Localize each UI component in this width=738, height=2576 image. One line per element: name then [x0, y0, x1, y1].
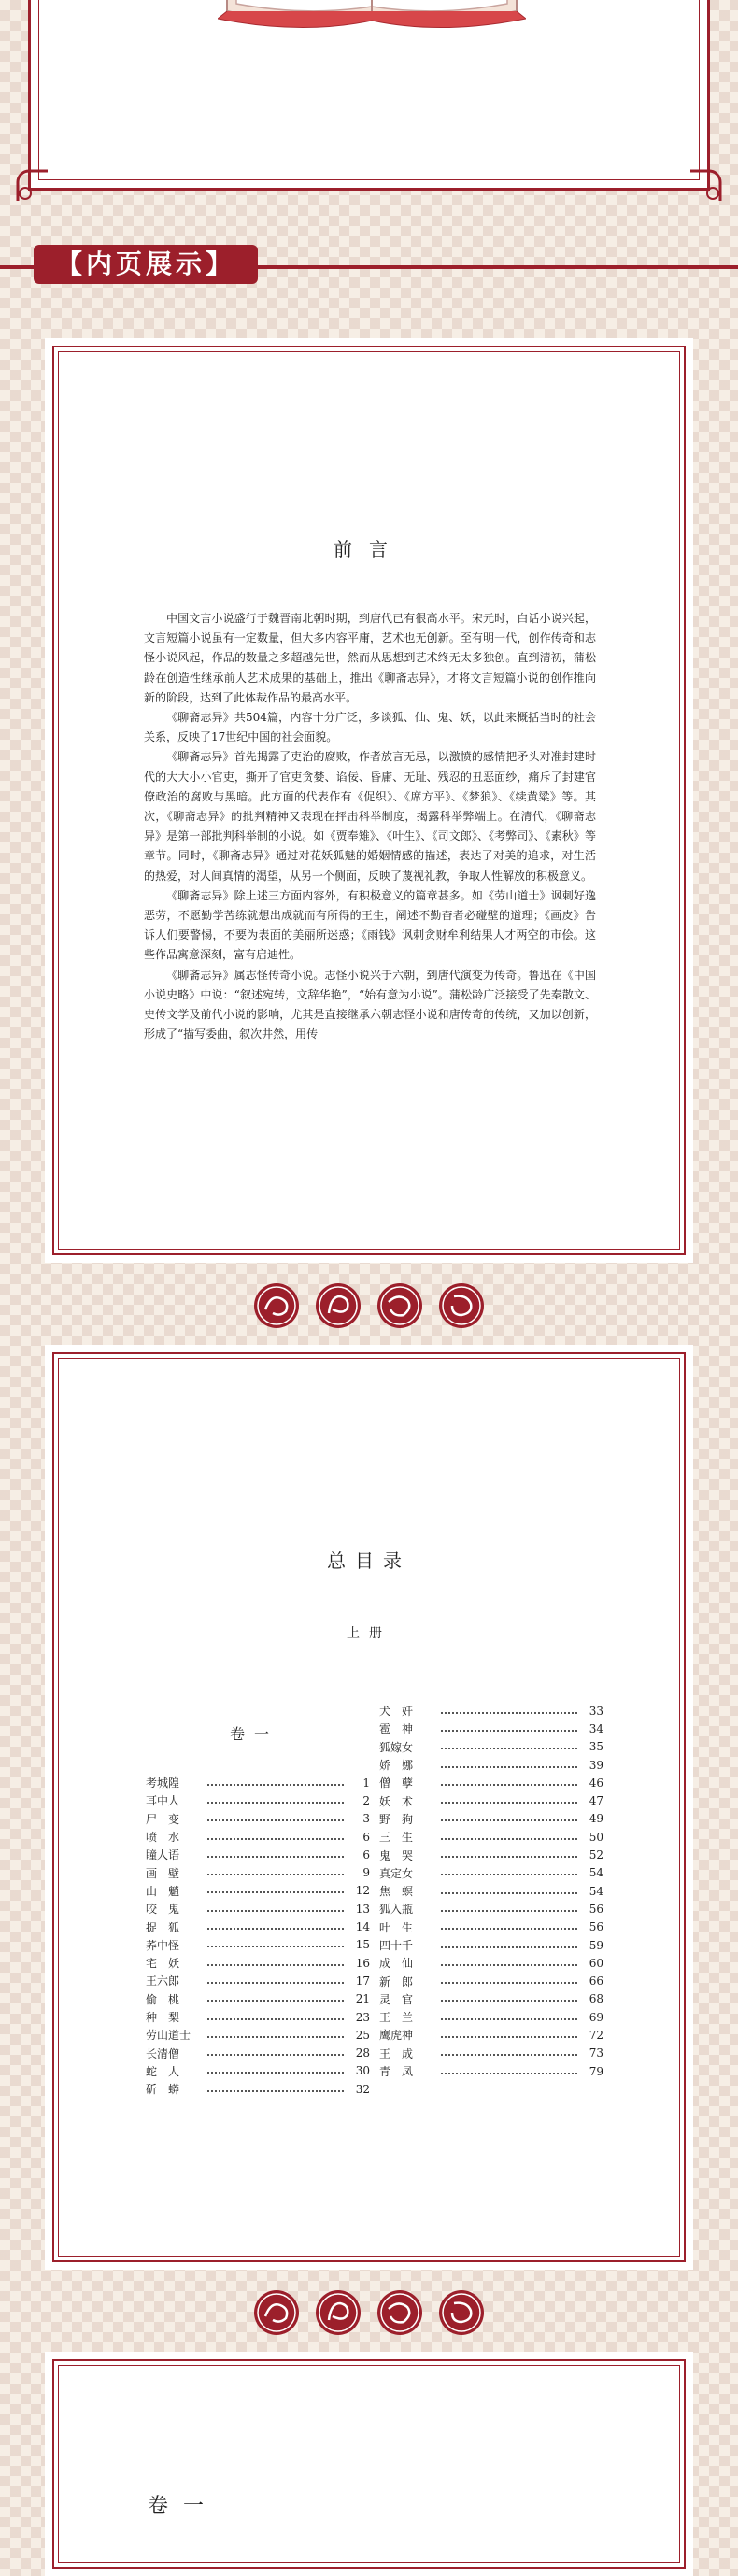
- preface-paragraph: 中国文言小说盛行于魏晋南北朝时期，到唐代已有很高水平。宋元时，白话小说兴起，文言短篇小说虽有一定数量，但大多内容平庸，艺术也无创新。至有明一代，创作传奇和志怪小说风起，作品的数量之多超越先世，然而从思想到艺术终无太多独创。直到清初，蒲松龄在创造性继承前人艺术成果的基础上，推出《聊斋志异》，才将文言短篇小说的创作推向新的阶段，达到了此体裁作品的最高水平。: [144, 612, 596, 704]
- toc-entry-title: 妖 术: [379, 1794, 414, 1808]
- toc-entry-title: 王六郎: [146, 1974, 180, 1989]
- toc-entry-title: 鹰虎神: [379, 2029, 414, 2043]
- toc-entry-page: 28: [355, 2046, 370, 2060]
- toc-entry-title: 王 兰: [379, 2011, 414, 2025]
- toc-entry-title: 咬 鬼: [146, 1903, 180, 1917]
- toc-dot-leader: [207, 2090, 344, 2092]
- toc-entry-page: 23: [355, 2010, 370, 2024]
- toc-entry: [146, 1900, 370, 1918]
- toc-entry-title: 王 成: [379, 2046, 414, 2060]
- top-frame: [28, 0, 710, 191]
- toc-entry-title: 野 狗: [379, 1812, 414, 1826]
- zodiac-seal-icon: [437, 2288, 486, 2337]
- toc-entry-title: 劳山道士: [146, 2029, 192, 2043]
- toc-dot-leader: [441, 1874, 577, 1875]
- zodiac-seal-icon: [314, 1281, 362, 1330]
- toc-dot-leader: [441, 1802, 577, 1804]
- toc-entry-page: 16: [355, 1956, 370, 1970]
- toc-dot-leader: [441, 1982, 577, 1984]
- toc-entry-page: 1: [362, 1776, 370, 1790]
- toc-page-card: [45, 1345, 693, 2270]
- toc-entry: [379, 1900, 603, 1918]
- toc-entry: [379, 1954, 603, 1972]
- toc-entry: [146, 1954, 370, 1972]
- toc-entry: [379, 1990, 603, 2008]
- toc-dot-leader: [441, 1838, 577, 1840]
- toc-entry-title: 鬼 哭: [379, 1848, 414, 1862]
- toc-entry: [379, 1774, 603, 1791]
- toc-dot-leader: [441, 2018, 577, 2020]
- zodiac-seal-icon: [437, 1281, 486, 1330]
- toc-entry: [379, 2062, 603, 2080]
- toc-entry-page: 50: [589, 1830, 603, 1844]
- toc-entry: [379, 1972, 603, 1989]
- toc-entry-page: 56: [589, 1920, 603, 1934]
- toc-entry-title: 犬 奸: [379, 1705, 414, 1719]
- toc-dot-leader: [207, 1982, 344, 1984]
- toc-entry: [146, 1810, 370, 1828]
- toc-entry: [379, 1882, 603, 1900]
- toc-entry-page: 34: [589, 1721, 603, 1735]
- zodiac-seal-icon: [376, 2288, 424, 2337]
- toc-entry-page: 21: [355, 1992, 370, 2006]
- toc-entry: [379, 1738, 603, 1756]
- toc-entry: [379, 1864, 603, 1882]
- toc-dot-leader: [441, 1766, 577, 1768]
- open-book-icon: [218, 0, 526, 32]
- toc-entry-page: 33: [589, 1704, 603, 1718]
- preface-page-card: [45, 338, 693, 1263]
- corner-ornament-icon: [14, 167, 51, 205]
- toc-entry: [146, 2062, 370, 2080]
- toc-entry: [379, 1720, 603, 1737]
- toc-dot-leader: [207, 2072, 344, 2074]
- toc-dot-leader: [207, 1891, 344, 1893]
- toc-entry-title: 荞中怪: [146, 1938, 180, 1952]
- toc-entry-title: 耳中人: [146, 1794, 180, 1808]
- toc-entry-page: 46: [589, 1776, 603, 1790]
- toc-entry: [146, 2080, 370, 2098]
- toc-dot-leader: [207, 2018, 344, 2020]
- toc-entry: [146, 2026, 370, 2044]
- toc-entry-page: 52: [589, 1848, 603, 1862]
- toc-entry-title: 尸 变: [146, 1812, 180, 1826]
- toc-entry: [379, 1702, 603, 1720]
- toc-entry: [379, 1828, 603, 1846]
- toc-entry: [146, 1936, 370, 1954]
- preface-paragraph: 《聊斋志异》共504篇，内容十分广泛，多谈狐、仙、鬼、妖，以此来概括当时的社会关系，反映了17世纪中国的社会面貌。: [144, 711, 596, 744]
- corner-ornament-icon: [687, 167, 724, 205]
- toc-entry-page: 35: [589, 1740, 603, 1754]
- toc-entry-title: 娇 娜: [379, 1759, 414, 1773]
- toc-entry-page: 79: [589, 2064, 603, 2078]
- toc-dot-leader: [207, 2054, 344, 2056]
- preface-body: [144, 609, 596, 1044]
- toc-entry-page: 30: [355, 2064, 370, 2078]
- toc-dot-leader: [207, 2036, 344, 2038]
- toc-entry: [379, 1918, 603, 1936]
- toc-dot-leader: [207, 1802, 344, 1804]
- toc-entry-page: 49: [589, 1812, 603, 1826]
- chapter-juan-heading: 卷一: [148, 2495, 220, 2518]
- toc-entry-page: 39: [589, 1758, 603, 1772]
- toc-entry-title: 成 仙: [379, 1957, 414, 1971]
- toc-entry-page: 12: [355, 1884, 370, 1898]
- toc-entry: [146, 1990, 370, 2008]
- toc-entry-page: 15: [355, 1938, 370, 1952]
- toc-entry-title: 捉 狐: [146, 1920, 180, 1934]
- toc-entry-page: 66: [589, 1974, 603, 1989]
- toc-dot-leader: [441, 2054, 577, 2056]
- toc-entry: [379, 1756, 603, 1774]
- toc-dot-leader: [441, 1748, 577, 1749]
- toc-entry: [146, 1774, 370, 1791]
- toc-entry-title: 灵 官: [379, 1992, 414, 2006]
- toc-entry-page: 32: [355, 2082, 370, 2096]
- toc-dot-leader: [441, 1928, 577, 1930]
- toc-entry: [379, 1846, 603, 1863]
- toc-dot-leader: [441, 1819, 577, 1821]
- toc-dot-leader: [441, 1910, 577, 1912]
- toc-dot-leader: [441, 1946, 577, 1948]
- toc-entry-title: 画 壁: [146, 1866, 180, 1880]
- toc-entry-title: 瞳人语: [146, 1848, 180, 1862]
- toc-entry: [146, 1791, 370, 1809]
- toc-dot-leader: [207, 1856, 344, 1858]
- preface-paragraph: 《聊斋志异》除上述三方面内容外，有积极意义的篇章甚多。如《劳山道士》讽刺好逸恶劳，不愿勤学苦练就想出成就而有所得的王生，阐述不勤奋者必碰壁的道理；《画皮》告诉人们要警惕，不要为表面的美丽所迷惑；《雨钱》讽刺贪财牟利结果人才两空的市侩。这些作品寓意深刻，富有启迪性。: [144, 888, 596, 962]
- toc-entry-title: 四十千: [379, 1939, 414, 1952]
- toc-entry: [379, 2045, 603, 2062]
- toc-entry-page: 68: [589, 1992, 603, 2006]
- toc-entry-title: 山 魈: [146, 1884, 180, 1898]
- toc-dot-leader: [441, 1712, 577, 1714]
- toc-entry-page: 56: [589, 1902, 603, 1916]
- preface-title: 前言: [334, 538, 404, 560]
- toc-entry-page: 6: [362, 1847, 370, 1861]
- toc-entry-title: 新 郎: [379, 1974, 414, 1989]
- toc-dot-leader: [441, 1892, 577, 1894]
- toc-dot-leader: [207, 1946, 344, 1947]
- chapter-page-card: [45, 2352, 693, 2576]
- card-inner-border: [58, 2365, 680, 2563]
- toc-volume-label: 上册: [347, 1626, 391, 1641]
- toc-entry-page: 2: [362, 1793, 370, 1807]
- toc-entry: [146, 2044, 370, 2061]
- toc-entry-title: 喷 水: [146, 1831, 180, 1845]
- toc-entry-title: 叶 生: [379, 1920, 414, 1934]
- toc-entry: [146, 1918, 370, 1935]
- section-heading-row: [0, 245, 738, 284]
- toc-entry-title: 三 生: [379, 1831, 414, 1845]
- toc-dot-leader: [441, 1784, 577, 1786]
- toc-dot-leader: [207, 1819, 344, 1821]
- toc-dot-leader: [207, 1910, 344, 1912]
- toc-entry-page: 72: [589, 2028, 603, 2042]
- toc-entry-title: 考城隍: [146, 1776, 180, 1790]
- toc-entry: [379, 1810, 603, 1828]
- preface-paragraph: 《聊斋志异》属志怪传奇小说。志怪小说兴于六朝，到唐代演变为传奇。鲁迅在《中国小说史略》中说：“叙述宛转，文辞华艳”，“始有意为小说”。蒲松龄广泛接受了先秦散文、史传文学及前代小说的影响，尤其是直接继承六朝志怪小说和唐传奇的传统，又加以创新，形成了“描写委曲，叙次井然，用传: [144, 968, 596, 1041]
- toc-dot-leader: [207, 1964, 344, 1966]
- toc-entry: [146, 1882, 370, 1900]
- toc-entry-title: 真定女: [379, 1866, 414, 1880]
- toc-entry-page: 13: [355, 1902, 370, 1916]
- toc-entry: [146, 2008, 370, 2026]
- toc-entry-title: 狐入瓶: [379, 1903, 414, 1917]
- toc-title: 总目录: [327, 1550, 411, 1572]
- toc-entry: [146, 1846, 370, 1863]
- toc-entry-title: 蛇 人: [146, 2064, 180, 2078]
- toc-dot-leader: [441, 2000, 577, 2002]
- toc-entry-title: 僧 孽: [379, 1776, 414, 1790]
- toc-entry: [146, 1863, 370, 1881]
- toc-entry-page: 47: [589, 1794, 603, 1808]
- toc-entry-page: 60: [589, 1956, 603, 1970]
- toc-entry-page: 73: [589, 2046, 603, 2060]
- toc-dot-leader: [441, 2036, 577, 2038]
- toc-dot-leader: [441, 1856, 577, 1858]
- toc-dot-leader: [207, 1928, 344, 1930]
- toc-entry-page: 54: [589, 1884, 603, 1898]
- seal-row: [0, 2288, 738, 2344]
- zodiac-seal-icon: [252, 1281, 301, 1330]
- toc-entry-title: 种 梨: [146, 2011, 180, 2024]
- toc-entry: [379, 1936, 603, 1954]
- toc-entry: [379, 2026, 603, 2044]
- toc-entry-page: 59: [589, 1938, 603, 1952]
- toc-dot-leader: [207, 2000, 344, 2002]
- toc-entry-page: 3: [362, 1812, 370, 1826]
- section-heading: 【内页展示】: [34, 245, 258, 284]
- toc-entry-title: 青 凤: [379, 2065, 414, 2079]
- toc-entry-title: 长清僧: [146, 2046, 180, 2060]
- preface-paragraph: 《聊斋志异》首先揭露了吏治的腐败，作者放言无忌，以激愤的感情把矛头对准封建时代的大大小小官吏，撕开了官吏贪婪、谄佞、昏庸、无耻、残忍的丑恶面纱，痛斥了封建官僚政治的腐败与黑暗。此方面的代表作有《促织》、《席方平》、《梦狼》、《续黄粱》等。其次，《聊斋志异》的批判精神又表现在抨击科举制度，揭露科举弊端上。在清代，《聊斋志异》是第一部批判科举制的小说。如《贾奉雉》、《叶生》、《司文郎》、《考弊司》、《素秋》等章节。同时，《聊斋志异》通过对花妖狐魅的婚姻情感的描述，表达了对美的追求，对生活的热爱，对人间真情的渴望，从另一个侧面，反映了蔑视礼教，争取人性解放的积极意义。: [144, 750, 596, 883]
- toc-entry-page: 14: [355, 1920, 370, 1934]
- toc-left-column: [146, 1774, 370, 2098]
- zodiac-seal-icon: [376, 1281, 424, 1330]
- toc-entry-title: 宅 妖: [146, 1957, 180, 1971]
- toc-entry: [379, 2008, 603, 2026]
- toc-juan-heading: 卷一: [230, 1725, 279, 1743]
- toc-entry: [146, 1972, 370, 1989]
- toc-entry-page: 25: [355, 2028, 370, 2042]
- toc-dot-leader: [441, 1730, 577, 1732]
- toc-entry-title: 狐嫁女: [379, 1740, 414, 1754]
- toc-entry: [146, 1828, 370, 1846]
- toc-entry: [379, 1791, 603, 1809]
- toc-dot-leader: [441, 1964, 577, 1966]
- toc-entry-page: 17: [355, 1974, 370, 1988]
- zodiac-seal-icon: [252, 2288, 301, 2337]
- toc-entry-page: 6: [362, 1830, 370, 1844]
- toc-right-column: [379, 1702, 603, 2080]
- toc-entry-page: 69: [589, 2010, 603, 2024]
- toc-entry-page: 9: [362, 1866, 370, 1880]
- toc-entry-title: 雹 神: [379, 1722, 414, 1736]
- toc-dot-leader: [441, 2073, 577, 2074]
- toc-dot-leader: [207, 1838, 344, 1840]
- zodiac-seal-icon: [314, 2288, 362, 2337]
- toc-entry-title: 焦 螟: [379, 1885, 414, 1899]
- seal-row: [0, 1281, 738, 1338]
- toc-entry-title: 斫 蟒: [146, 2083, 180, 2097]
- toc-dot-leader: [207, 1784, 344, 1786]
- toc-entry-title: 偷 桃: [146, 1992, 180, 2006]
- toc-dot-leader: [207, 1874, 344, 1875]
- toc-entry-page: 54: [589, 1866, 603, 1880]
